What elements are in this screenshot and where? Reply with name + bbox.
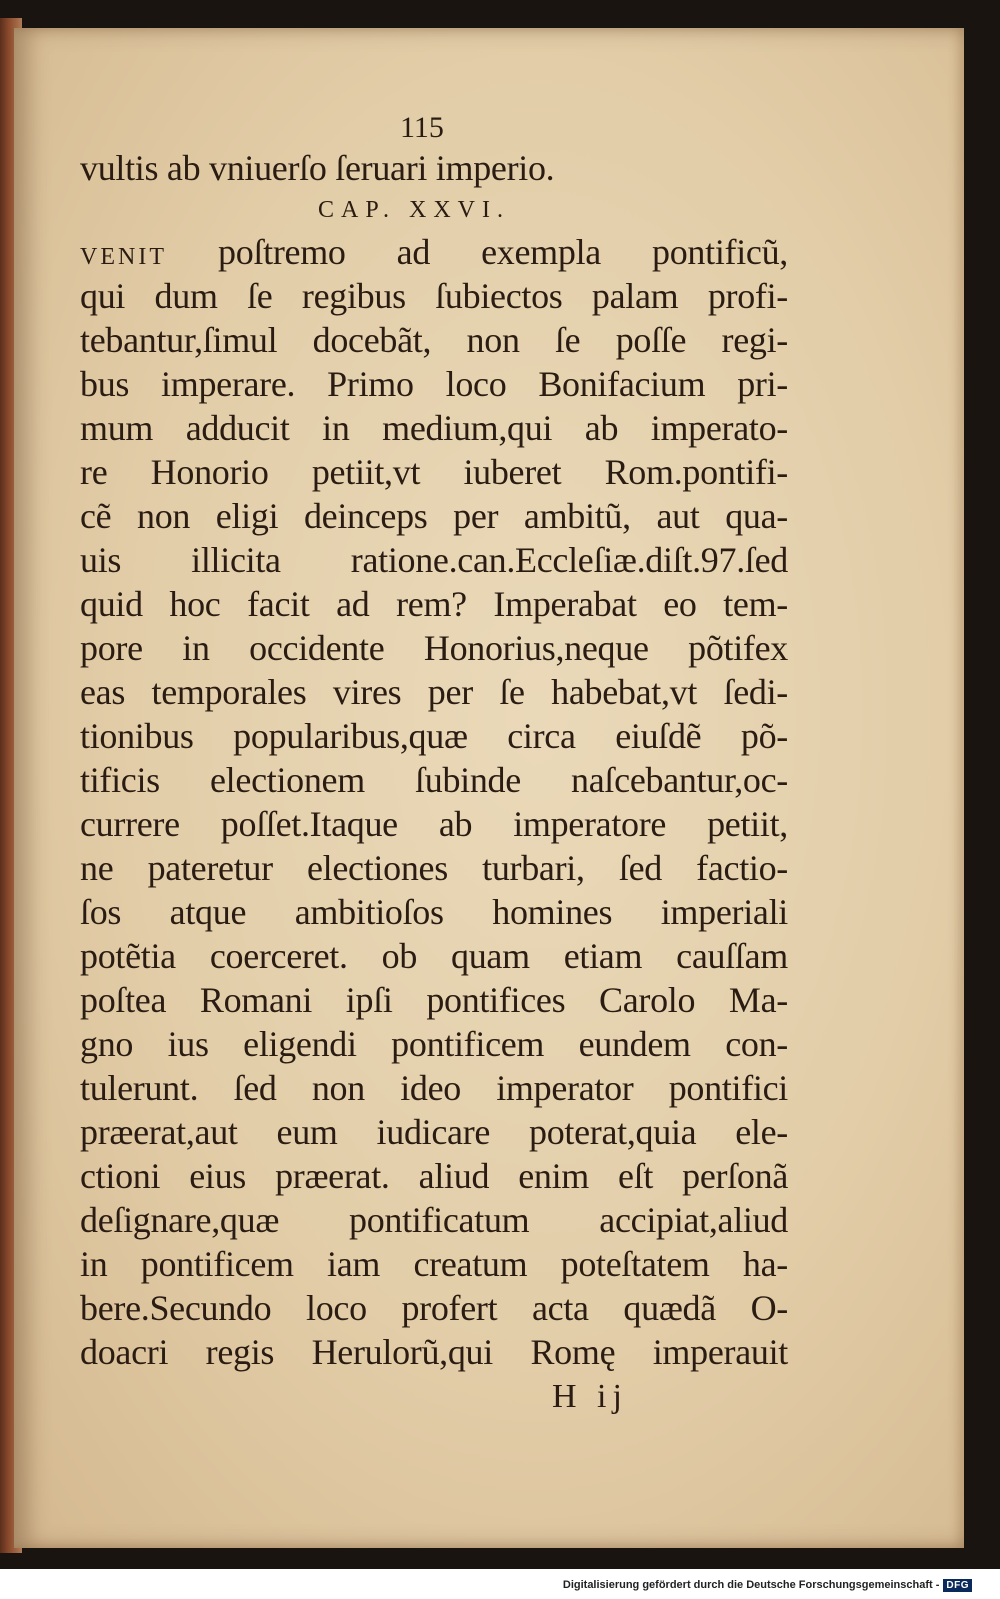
text-line: ſos atque ambitioſos homines imperiali	[80, 892, 788, 932]
page-number: 115	[400, 111, 444, 144]
opening-line-rest: poſtremo ad exempla pontificũ,	[166, 232, 788, 272]
text-line: tebantur,ſimul docebãt, non ſe poſſe regi-	[80, 320, 788, 360]
text-line: bere.Secundo loco profert acta quædã O-	[80, 1288, 788, 1328]
digitization-credit	[563, 1575, 972, 1595]
signature-mark: H ij	[552, 1378, 628, 1415]
text-line: pore in occidente Honorius,neque põtifex	[80, 628, 788, 668]
text-line: gno ius eligendi pontificem eundem con-	[80, 1024, 788, 1064]
text-line: poſtea Romani ipſi pontifices Carolo Ma-	[80, 980, 788, 1020]
text-line: tulerunt. ſed non ideo imperator pontifici	[80, 1068, 788, 1108]
text-line: quid hoc facit ad rem? Imperabat eo tem-	[80, 584, 788, 624]
first-line: vultis ab vniuerſo ſeruari imperio.	[80, 148, 555, 188]
text-line: qui dum ſe regibus ſubiectos palam profi-	[80, 276, 788, 316]
paragraph-opening-line	[80, 230, 788, 274]
dfg-logo-icon: DFG	[943, 1579, 972, 1592]
text-line: præerat,aut eum iudicare poterat,quia ele-	[80, 1112, 788, 1152]
page-text-block	[80, 110, 788, 1420]
text-line: tificis electionem ſubinde naſcebantur,oc-	[80, 760, 788, 800]
text-line: re Honorio petiit,vt iuberet Rom.pontifi-	[80, 452, 788, 492]
text-line: deſignare,quæ pontificatum accipiat,aliud	[80, 1200, 788, 1240]
text-line: eas temporales vires per ſe habebat,vt ſedi-	[80, 672, 788, 712]
text-line: currere poſſet.Itaque ab imperatore petiit,	[80, 804, 788, 844]
chapter-heading: CAP. XXVI.	[317, 197, 510, 223]
text-line: in pontificem iam creatum poteſtatem ha-	[80, 1244, 788, 1284]
text-line: doacri regis Herulorũ,qui Romę imperauit	[80, 1332, 788, 1372]
text-line: tionibus popularibus,quæ circa eiuſdẽ põ-	[80, 716, 788, 756]
text-line: ne pateretur electiones turbari, ſed factio-	[80, 848, 788, 888]
credit-text: Digitalisierung gefördert durch die Deutsche Forschungsgemeinschaft -	[562, 1579, 940, 1591]
book-page	[14, 28, 964, 1548]
text-line: bus imperare. Primo loco Bonifacium pri-	[80, 364, 788, 404]
text-line: potẽtia coerceret. ob quam etiam cauſſam	[80, 936, 788, 976]
text-line: uis illicita ratione.can.Eccleſiæ.diſt.97.ſed	[80, 540, 788, 580]
text-line: ctioni eius præerat. aliud enim eſt perſonã	[80, 1156, 788, 1196]
text-line: mum adducit in medium,qui ab imperato-	[80, 408, 788, 448]
text-line: cẽ non eligi deinceps per ambitũ, aut qua-	[80, 496, 788, 536]
initial-small-caps: VENIT	[80, 244, 167, 270]
